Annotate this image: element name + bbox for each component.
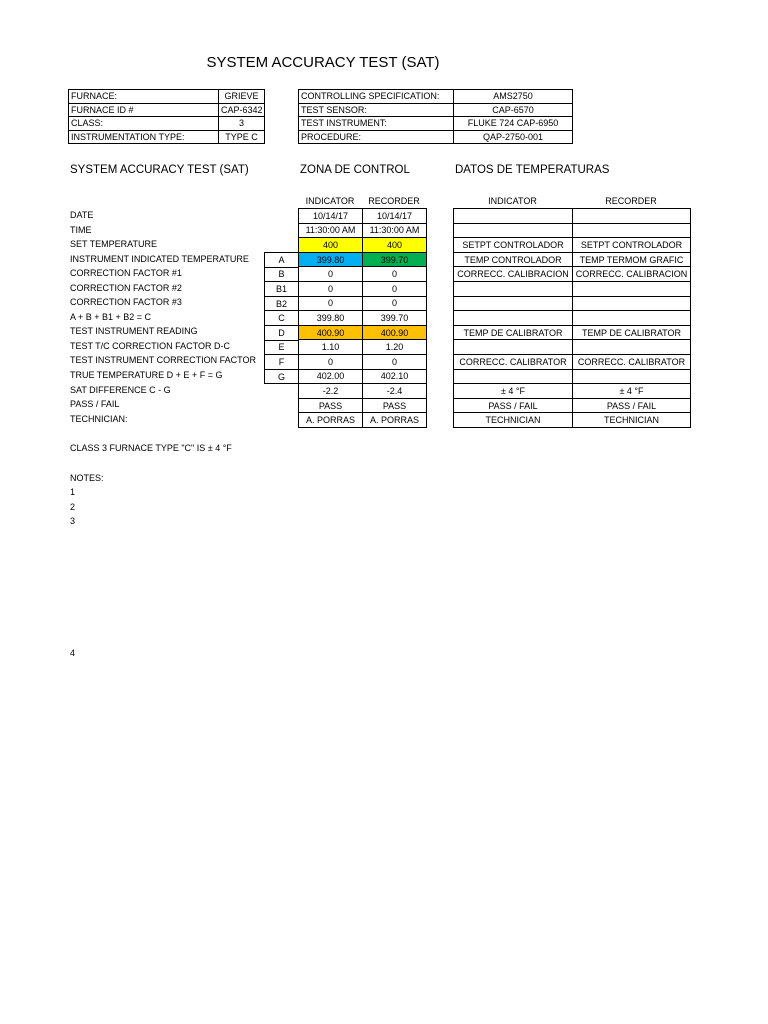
zone-section-heading: ZONA DE CONTROL — [300, 164, 410, 176]
indicator-test-reading: 400.90 — [299, 325, 363, 340]
table-row — [69, 103, 265, 117]
table-row — [299, 311, 427, 326]
table-row — [299, 238, 427, 253]
furnace-id-label: FURNACE ID # — [69, 103, 219, 117]
recorder-technician: A. PORRAS — [363, 413, 427, 428]
table-row — [454, 325, 691, 340]
datos-indicator-cell — [454, 296, 573, 311]
recorder-cf1: 0 — [363, 267, 427, 282]
indicator-cf2: 0 — [299, 281, 363, 296]
recorder-date: 10/14/17 — [363, 209, 427, 224]
recorder-sum-c: 399.70 — [363, 311, 427, 326]
procedure-value: QAP-2750-001 — [454, 130, 573, 144]
recorder-sat-difference: -2.4 — [363, 384, 427, 399]
table-row — [265, 340, 299, 355]
indicator-sat-difference: -2.2 — [299, 384, 363, 399]
recorder-true-temp: 402.10 — [363, 369, 427, 384]
furnace-info-table — [68, 89, 265, 144]
indicator-sum-c: 399.80 — [299, 311, 363, 326]
test-instrument-label: TEST INSTRUMENT: — [299, 117, 454, 131]
indicator-pass-fail: PASS — [299, 398, 363, 413]
table-row — [454, 252, 691, 267]
row-label-sum-c: A + B + B1 + B2 = C — [70, 312, 152, 322]
test-sensor-value: CAP-6570 — [454, 103, 573, 117]
furnace-label: FURNACE: — [69, 90, 219, 104]
table-row — [299, 130, 573, 144]
datos-recorder-cell: CORRECC. CALIBRACION — [573, 267, 691, 282]
table-row — [454, 384, 691, 399]
table-row — [265, 355, 299, 370]
table-row — [299, 340, 427, 355]
code-cell: C — [265, 311, 299, 326]
row-label-time: TIME — [70, 225, 92, 235]
table-row — [265, 369, 299, 384]
table-row — [299, 354, 427, 369]
datos-recorder-cell: TEMP DE CALIBRATOR — [573, 325, 691, 340]
sat-section-heading: SYSTEM ACCURACY TEST (SAT) — [70, 164, 249, 176]
table-row — [265, 282, 299, 297]
indicator-cf1: 0 — [299, 267, 363, 282]
datos-indicator-column-header: INDICATOR — [488, 196, 537, 206]
table-row — [454, 238, 691, 253]
table-row — [454, 311, 691, 326]
table-row — [454, 340, 691, 355]
row-label-test-instrument-reading: TEST INSTRUMENT READING — [70, 326, 198, 336]
page-title: SYSTEM ACCURACY TEST (SAT) — [206, 54, 440, 71]
datos-recorder-cell: CORRECC. CALIBRATOR — [573, 354, 691, 369]
row-label-test-instrument-correction: TEST INSTRUMENT CORRECTION FACTOR — [70, 355, 257, 365]
row-label-set-temperature: SET TEMPERATURE — [70, 239, 158, 249]
table-row — [454, 413, 691, 428]
datos-recorder-cell: ± 4 °F — [573, 384, 691, 399]
code-letter-column — [264, 252, 299, 384]
table-row — [299, 369, 427, 384]
code-cell: G — [265, 369, 299, 384]
table-row — [265, 253, 299, 268]
row-label-instrument-indicated-temp: INSTRUMENT INDICATED TEMPERATURE — [70, 254, 249, 264]
row-label-sat-difference: SAT DIFFERENCE C - G — [70, 385, 171, 395]
code-cell: B2 — [265, 296, 299, 311]
recorder-pass-fail: PASS — [363, 398, 427, 413]
note-1: 1 — [70, 487, 76, 497]
note-2: 2 — [70, 502, 76, 512]
recorder-time: 11:30:00 AM — [363, 223, 427, 238]
indicator-column-header: INDICATOR — [305, 196, 355, 206]
table-row — [299, 384, 427, 399]
indicator-tc-correction: 1.10 — [299, 340, 363, 355]
datos-recorder-cell — [573, 311, 691, 326]
datos-recorder-cell — [573, 223, 691, 238]
table-row — [299, 117, 573, 131]
controlling-spec-value: AMS2750 — [454, 90, 573, 104]
procedure-label: PROCEDURE: — [299, 130, 454, 144]
datos-indicator-cell: TEMP DE CALIBRATOR — [454, 325, 573, 340]
row-label-date: DATE — [70, 210, 94, 220]
table-row — [299, 252, 427, 267]
row-label-true-temperature: TRUE TEMPERATURE D + E + F = G — [70, 370, 223, 380]
datos-recorder-cell — [573, 340, 691, 355]
notes-label: NOTES: — [70, 473, 104, 483]
table-row — [454, 267, 691, 282]
recorder-cf2: 0 — [363, 281, 427, 296]
datos-indicator-cell: SETPT CONTROLADOR — [454, 238, 573, 253]
datos-recorder-cell — [573, 369, 691, 384]
test-sensor-label: TEST SENSOR: — [299, 103, 454, 117]
datos-indicator-cell — [454, 311, 573, 326]
datos-indicator-cell — [454, 223, 573, 238]
datos-indicator-cell: ± 4 °F — [454, 384, 573, 399]
datos-section-heading: DATOS DE TEMPERATURAS — [455, 164, 610, 176]
instrumentation-type-value: TYPE C — [219, 130, 265, 144]
row-label-pass-fail: PASS / FAIL — [70, 399, 120, 409]
row-label-correction-factor-1: CORRECTION FACTOR #1 — [70, 268, 182, 278]
indicator-instrument-correction: 0 — [299, 354, 363, 369]
note-4: 4 — [70, 648, 76, 658]
datos-recorder-cell: SETPT CONTROLADOR — [573, 238, 691, 253]
recorder-column-header: RECORDER — [368, 196, 420, 206]
recorder-set-temperature: 400 — [363, 238, 427, 253]
indicator-cf3: 0 — [299, 296, 363, 311]
table-row — [265, 311, 299, 326]
table-row — [454, 223, 691, 238]
table-row — [454, 398, 691, 413]
table-row — [299, 398, 427, 413]
code-cell: A — [265, 253, 299, 268]
table-row — [265, 325, 299, 340]
recorder-indicated-temp: 399.70 — [363, 252, 427, 267]
class-tolerance-note: CLASS 3 FURNACE TYPE "C" IS ± 4 °F — [70, 443, 232, 453]
furnace-value: GRIEVE — [219, 90, 265, 104]
table-row — [299, 223, 427, 238]
table-row — [299, 281, 427, 296]
indicator-date: 10/14/17 — [299, 209, 363, 224]
datos-recorder-cell: TECHNICIAN — [573, 413, 691, 428]
control-zone-table — [298, 208, 427, 428]
indicator-true-temp: 402.00 — [299, 369, 363, 384]
recorder-instrument-correction: 0 — [363, 354, 427, 369]
datos-indicator-cell: PASS / FAIL — [454, 398, 573, 413]
furnace-id-value: CAP-6342 — [219, 103, 265, 117]
table-row — [299, 267, 427, 282]
code-cell: F — [265, 355, 299, 370]
table-row — [299, 296, 427, 311]
datos-indicator-cell: TEMP CONTROLADOR — [454, 252, 573, 267]
datos-recorder-cell: TEMP TERMOM GRAFIC — [573, 252, 691, 267]
class-label: CLASS: — [69, 117, 219, 131]
class-value: 3 — [219, 117, 265, 131]
code-cell: B1 — [265, 282, 299, 297]
indicator-technician: A. PORRAS — [299, 413, 363, 428]
datos-indicator-cell: TECHNICIAN — [454, 413, 573, 428]
controlling-spec-label: CONTROLLING SPECIFICATION: — [299, 90, 454, 104]
datos-indicator-cell — [454, 369, 573, 384]
datos-indicator-cell: CORRECC. CALIBRACION — [454, 267, 573, 282]
row-label-test-tc-correction: TEST T/C CORRECTION FACTOR D-C — [70, 341, 231, 351]
datos-indicator-cell — [454, 209, 573, 224]
table-row — [454, 281, 691, 296]
row-label-correction-factor-2: CORRECTION FACTOR #2 — [70, 283, 182, 293]
datos-recorder-cell — [573, 209, 691, 224]
table-row — [299, 413, 427, 428]
table-row — [454, 354, 691, 369]
code-cell: D — [265, 325, 299, 340]
datos-indicator-cell — [454, 281, 573, 296]
table-row — [299, 90, 573, 104]
indicator-set-temperature: 400 — [299, 238, 363, 253]
instrumentation-type-label: INSTRUMENTATION TYPE: — [69, 130, 219, 144]
datos-indicator-cell — [454, 340, 573, 355]
indicator-time: 11:30:00 AM — [299, 223, 363, 238]
row-label-correction-factor-3: CORRECTION FACTOR #3 — [70, 297, 182, 307]
table-row — [299, 325, 427, 340]
code-cell: E — [265, 340, 299, 355]
datos-recorder-column-header: RECORDER — [605, 196, 657, 206]
table-row — [69, 117, 265, 131]
row-label-technician: TECHNICIAN: — [70, 414, 128, 424]
datos-indicator-cell: CORRECC. CALIBRATOR — [454, 354, 573, 369]
table-row — [454, 369, 691, 384]
table-row — [299, 103, 573, 117]
indicator-indicated-temp: 399.80 — [299, 252, 363, 267]
recorder-test-reading: 400.90 — [363, 325, 427, 340]
specification-info-table — [298, 89, 573, 144]
temperature-data-table — [453, 208, 691, 428]
recorder-tc-correction: 1.20 — [363, 340, 427, 355]
table-row — [265, 296, 299, 311]
table-row — [69, 130, 265, 144]
table-row — [265, 267, 299, 282]
recorder-cf3: 0 — [363, 296, 427, 311]
table-row — [454, 209, 691, 224]
table-row — [299, 209, 427, 224]
table-row — [69, 90, 265, 104]
table-row — [454, 296, 691, 311]
datos-recorder-cell — [573, 296, 691, 311]
test-instrument-value: FLUKE 724 CAP-6950 — [454, 117, 573, 131]
datos-recorder-cell: PASS / FAIL — [573, 398, 691, 413]
code-cell: B — [265, 267, 299, 282]
datos-recorder-cell — [573, 281, 691, 296]
note-3: 3 — [70, 516, 76, 526]
